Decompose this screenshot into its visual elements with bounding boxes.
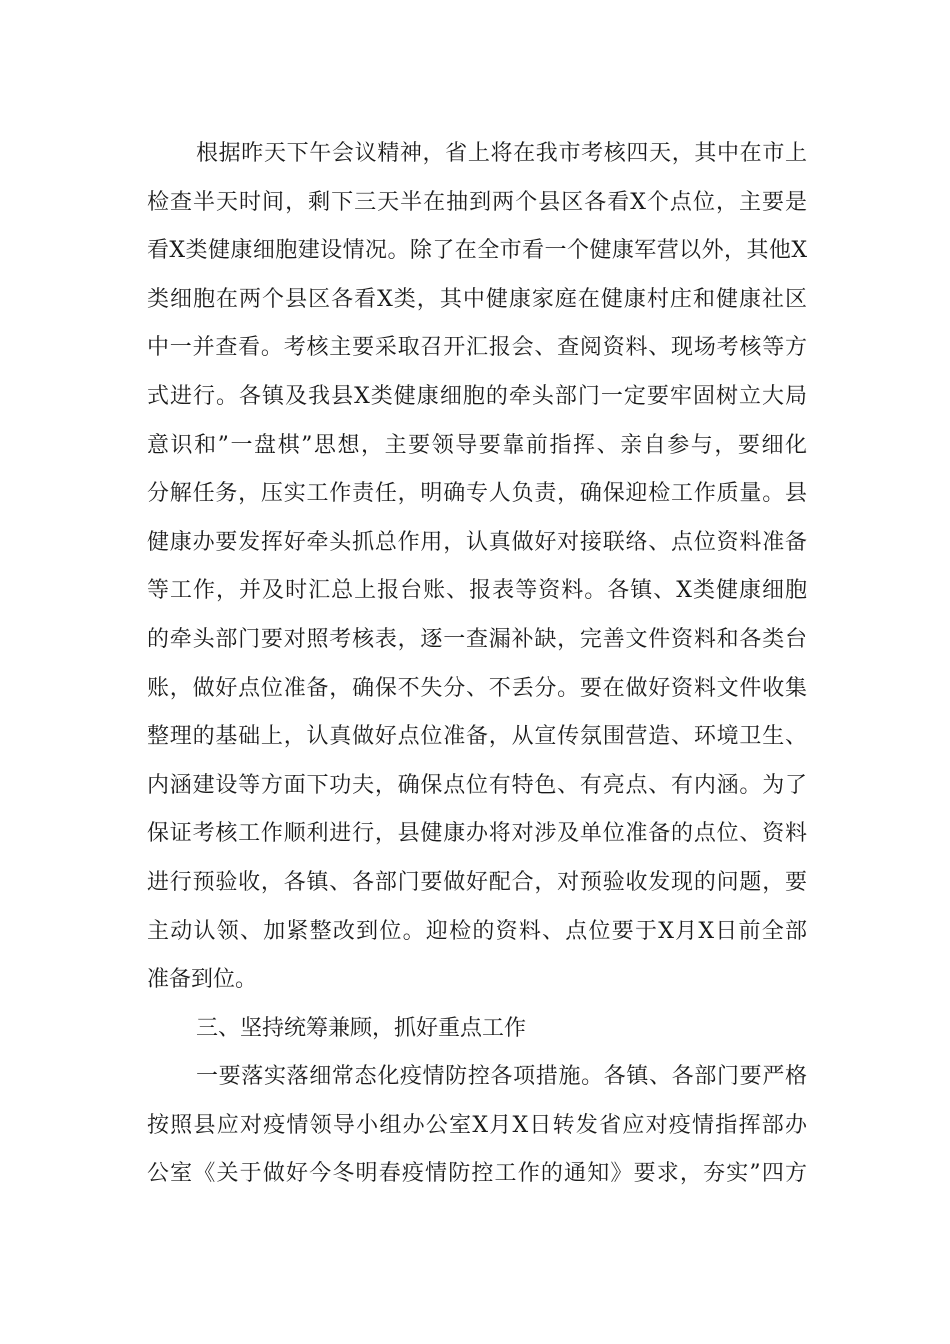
paragraph-line: 根据昨天下午会议精神，省上将在我市考核四天，其中在市上 (196, 141, 807, 166)
paragraph-line: 主动认领、加紧整改到位。迎检的资料、点位要于X月X日前全部 (147, 918, 807, 944)
paragraph-line: 检查半天时间，剩下三天半在抽到两个县区各看X个点位，主要是 (147, 189, 807, 215)
paragraph-line: 准备到位。 (147, 967, 258, 993)
paragraph-line: 中一并查看。考核主要采取召开汇报会、查阅资料、现场考核等方 (147, 335, 807, 361)
paragraph-line: 保证考核工作顺利进行，县健康办将对涉及单位准备的点位、资料 (147, 821, 807, 847)
paragraph-line: 公室《关于做好今冬明春疫情防控工作的通知》要求，夯实”四方 (147, 1161, 807, 1187)
paragraph-line: 意识和”一盘棋”思想，主要领导要靠前指挥、亲自参与，要细化 (147, 432, 807, 458)
paragraph-line: 健康办要发挥好牵头抓总作用，认真做好对接联络、点位资料准备 (147, 529, 807, 555)
paragraph-line: 看X类健康细胞建设情况。除了在全市看一个健康军营以外，其他X (147, 238, 807, 264)
paragraph-line: 一要落实落细常态化疫情防控各项措施。各镇、各部门要严格 (196, 1064, 807, 1090)
paragraph-line: 类细胞在两个县区各看X类，其中健康家庭在健康村庄和健康社区 (147, 286, 807, 312)
paragraph-line: 式进行。各镇及我县X类健康细胞的牵头部门一定要牢固树立大局 (147, 383, 807, 409)
paragraph-line: 等工作，并及时汇总上报台账、报表等资料。各镇、X类健康细胞 (147, 578, 807, 604)
paragraph-line: 内涵建设等方面下功夫，确保点位有特色、有亮点、有内涵。为了 (147, 772, 807, 798)
paragraph-line: 的牵头部门要对照考核表，逐一查漏补缺，完善文件资料和各类台 (147, 626, 807, 652)
paragraph-line: 账，做好点位准备，确保不失分、不丢分。要在做好资料文件收集 (147, 675, 807, 701)
paragraph-line: 分解任务，压实工作责任，明确专人负责，确保迎检工作质量。县 (147, 481, 807, 507)
paragraph-line: 按照县应对疫情领导小组办公室X月X日转发省应对疫情指挥部办 (147, 1112, 807, 1138)
document-body (147, 130, 807, 1199)
paragraph-line: 进行预验收，各镇、各部门要做好配合，对预验收发现的问题，要 (147, 869, 807, 895)
section-heading: 三、坚持统筹兼顾，抓好重点工作 (196, 1015, 527, 1041)
paragraph-line: 整理的基础上，认真做好点位准备，从宣传氛围营造、环境卫生、 (147, 724, 807, 750)
